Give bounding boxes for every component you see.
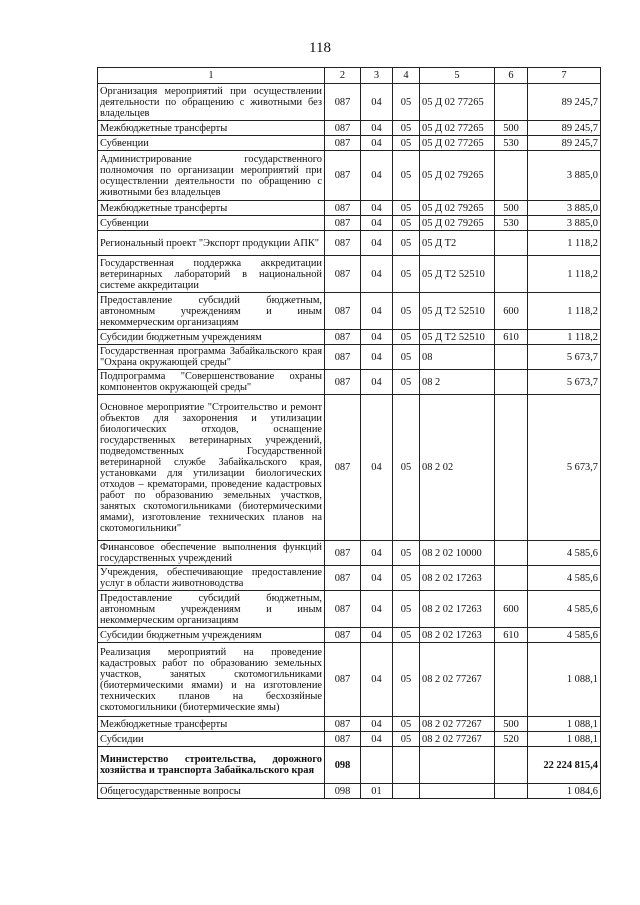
table-row [98,151,601,201]
row-rz-cell: 04 [361,231,393,256]
header-col-7: 7 [528,68,601,84]
row-gr-cell: 087 [325,256,361,293]
table-row [98,216,601,231]
row-name-cell: Министерство строительства, дорожного хозяйства и транспорта Забайкальского края [98,747,325,784]
table-row [98,747,601,784]
row-amount-cell: 89 245,7 [528,84,601,121]
row-gr-cell: 087 [325,231,361,256]
row-csr-cell: 05 Д 02 77265 [420,136,495,151]
row-amount-cell: 1 118,2 [528,231,601,256]
row-rz-cell: 04 [361,591,393,628]
row-rz-cell: 04 [361,151,393,201]
row-vr-cell [495,151,528,201]
row-name-cell: Межбюджетные трансферты [98,121,325,136]
header-row [98,68,601,84]
row-csr-cell: 05 Д 02 77265 [420,121,495,136]
row-name-cell: Государственная программа Забайкальского края "Охрана окружающей среды" [98,345,325,370]
table-row [98,256,601,293]
row-vr-cell [495,566,528,591]
row-vr-cell [495,231,528,256]
row-rz-cell: 04 [361,643,393,717]
row-vr-cell: 600 [495,591,528,628]
row-pr-cell: 05 [393,643,420,717]
row-amount-cell: 89 245,7 [528,136,601,151]
row-gr-cell: 087 [325,628,361,643]
row-csr-cell: 08 2 02 77267 [420,732,495,747]
row-pr-cell: 05 [393,231,420,256]
row-gr-cell: 087 [325,732,361,747]
table-row [98,643,601,717]
row-vr-cell [495,84,528,121]
row-rz-cell: 04 [361,628,393,643]
row-amount-cell: 5 673,7 [528,345,601,370]
row-rz-cell: 04 [361,345,393,370]
row-pr-cell: 05 [393,732,420,747]
row-amount-cell: 3 885,0 [528,151,601,201]
row-amount-cell: 3 885,0 [528,201,601,216]
row-name-cell: Субвенции [98,136,325,151]
row-name-cell: Предоставление субсидий бюджетным, автономным учреждениям и иным некоммерческим организациям [98,591,325,628]
table-row [98,370,601,395]
row-rz-cell: 04 [361,370,393,395]
row-amount-cell: 4 585,6 [528,541,601,566]
row-gr-cell: 087 [325,717,361,732]
row-csr-cell: 05 Д Т2 52510 [420,330,495,345]
row-vr-cell [495,345,528,370]
header-col-3: 3 [361,68,393,84]
budget-table [97,67,601,799]
row-amount-cell: 1 088,1 [528,717,601,732]
row-csr-cell: 05 Д 02 79265 [420,201,495,216]
table-row [98,330,601,345]
row-pr-cell: 05 [393,151,420,201]
table-row [98,784,601,799]
row-gr-cell: 087 [325,370,361,395]
row-pr-cell: 05 [393,84,420,121]
row-pr-cell: 05 [393,591,420,628]
table-row [98,717,601,732]
row-gr-cell: 087 [325,121,361,136]
row-amount-cell: 4 585,6 [528,628,601,643]
row-name-cell: Субсидии бюджетным учреждениям [98,628,325,643]
row-rz-cell: 04 [361,121,393,136]
row-pr-cell: 05 [393,293,420,330]
row-amount-cell: 89 245,7 [528,121,601,136]
header-col-1: 1 [98,68,325,84]
row-vr-cell [495,541,528,566]
table-row [98,628,601,643]
row-rz-cell: 04 [361,216,393,231]
row-csr-cell: 05 Д Т2 52510 [420,293,495,330]
row-gr-cell: 087 [325,84,361,121]
row-amount-cell: 1 088,1 [528,643,601,717]
row-name-cell: Субсидии [98,732,325,747]
row-name-cell: Межбюджетные трансферты [98,201,325,216]
table-row [98,136,601,151]
row-csr-cell: 08 2 [420,370,495,395]
row-csr-cell: 08 2 02 17263 [420,591,495,628]
table-row [98,345,601,370]
row-vr-cell: 530 [495,136,528,151]
header-col-6: 6 [495,68,528,84]
row-vr-cell: 500 [495,717,528,732]
row-rz-cell: 04 [361,717,393,732]
row-pr-cell: 05 [393,345,420,370]
row-vr-cell: 610 [495,628,528,643]
row-pr-cell [393,784,420,799]
row-rz-cell [361,747,393,784]
row-gr-cell: 087 [325,136,361,151]
row-gr-cell: 087 [325,395,361,541]
row-name-cell: Межбюджетные трансферты [98,717,325,732]
row-name-cell: Администрирование государственного полномочия по организации мероприятий при осуществлении деятельности по обращению с животными без владельцев [98,151,325,201]
row-name-cell: Подпрограмма "Совершенствование охраны компонентов окружающей среды" [98,370,325,395]
row-vr-cell: 530 [495,216,528,231]
row-vr-cell [495,395,528,541]
row-amount-cell: 5 673,7 [528,370,601,395]
row-name-cell: Основное мероприятие "Строительство и ремонт объектов для захоронения и утилизации биологических отходов, оснащение государственных ветеринарных учреждений, подведомственных Государственной ветеринарной службе Забайкальского края, установками для утилизации биологических отходов – крематорами, проведение кадастровых работ по образованию земельных участков, занятых скотомогильниками (биотермическими ямами), изготовление технических планов на скотомогильники" [98,395,325,541]
table-row [98,201,601,216]
row-gr-cell: 087 [325,345,361,370]
row-name-cell: Региональный проект "Экспорт продукции АПК" [98,231,325,256]
row-vr-cell: 500 [495,121,528,136]
row-pr-cell [393,747,420,784]
row-csr-cell: 08 2 02 [420,395,495,541]
row-pr-cell: 05 [393,717,420,732]
row-csr-cell: 05 Д 02 77265 [420,84,495,121]
row-rz-cell: 04 [361,732,393,747]
row-gr-cell: 087 [325,541,361,566]
page-number: 118 [309,40,331,56]
row-csr-cell: 08 2 02 17263 [420,628,495,643]
row-name-cell: Организация мероприятий при осуществлении деятельности по обращению с животными без владельцев [98,84,325,121]
row-amount-cell: 4 585,6 [528,566,601,591]
row-rz-cell: 04 [361,541,393,566]
row-rz-cell: 04 [361,395,393,541]
row-csr-cell: 05 Д 02 79265 [420,151,495,201]
row-csr-cell [420,784,495,799]
row-rz-cell: 04 [361,293,393,330]
header-col-5: 5 [420,68,495,84]
row-csr-cell: 05 Д Т2 52510 [420,256,495,293]
row-vr-cell: 610 [495,330,528,345]
row-amount-cell: 5 673,7 [528,395,601,541]
row-csr-cell: 08 2 02 77267 [420,717,495,732]
table-row [98,231,601,256]
table-body [98,84,601,799]
row-gr-cell: 087 [325,330,361,345]
row-pr-cell: 05 [393,256,420,293]
row-gr-cell: 087 [325,566,361,591]
row-gr-cell: 098 [325,747,361,784]
row-rz-cell: 04 [361,256,393,293]
row-name-cell: Общегосударственные вопросы [98,784,325,799]
row-amount-cell: 22 224 815,4 [528,747,601,784]
row-vr-cell: 520 [495,732,528,747]
row-pr-cell: 05 [393,541,420,566]
row-pr-cell: 05 [393,201,420,216]
row-name-cell: Предоставление субсидий бюджетным, автономным учреждениям и иным некоммерческим организациям [98,293,325,330]
row-csr-cell: 08 [420,345,495,370]
row-gr-cell: 087 [325,643,361,717]
row-csr-cell: 08 2 02 77267 [420,643,495,717]
table-row [98,84,601,121]
row-vr-cell [495,256,528,293]
row-rz-cell: 04 [361,330,393,345]
row-vr-cell: 500 [495,201,528,216]
row-vr-cell [495,747,528,784]
row-amount-cell: 1 118,2 [528,293,601,330]
row-amount-cell: 1 118,2 [528,330,601,345]
row-csr-cell: 08 2 02 10000 [420,541,495,566]
row-name-cell: Реализация мероприятий на проведение кадастровых работ по образованию земельных участков, занятых скотомогильниками (биотермическими ямами) и на изготовление технических планов на бесхозяйные скотомогильники (биотермические ямы) [98,643,325,717]
row-name-cell: Субсидии бюджетным учреждениям [98,330,325,345]
row-pr-cell: 05 [393,330,420,345]
row-rz-cell: 04 [361,136,393,151]
row-vr-cell [495,370,528,395]
table-row [98,541,601,566]
row-rz-cell: 04 [361,566,393,591]
row-gr-cell: 098 [325,784,361,799]
row-pr-cell: 05 [393,121,420,136]
table-row [98,732,601,747]
row-pr-cell: 05 [393,395,420,541]
row-pr-cell: 05 [393,370,420,395]
row-gr-cell: 087 [325,591,361,628]
row-amount-cell: 1 118,2 [528,256,601,293]
row-amount-cell: 1 088,1 [528,732,601,747]
row-pr-cell: 05 [393,216,420,231]
table-row [98,566,601,591]
row-name-cell: Финансовое обеспечение выполнения функций государственных учреждений [98,541,325,566]
row-name-cell: Учреждения, обеспечивающие предоставление услуг в области животноводства [98,566,325,591]
header-col-4: 4 [393,68,420,84]
row-vr-cell [495,643,528,717]
row-vr-cell [495,784,528,799]
row-gr-cell: 087 [325,216,361,231]
row-amount-cell: 1 084,6 [528,784,601,799]
row-name-cell: Субвенции [98,216,325,231]
row-csr-cell [420,747,495,784]
table-row [98,121,601,136]
row-vr-cell: 600 [495,293,528,330]
row-csr-cell: 08 2 02 17263 [420,566,495,591]
row-gr-cell: 087 [325,201,361,216]
row-gr-cell: 087 [325,151,361,201]
row-gr-cell: 087 [325,293,361,330]
table-row [98,395,601,541]
table-row [98,293,601,330]
row-csr-cell: 05 Д Т2 [420,231,495,256]
row-rz-cell: 04 [361,201,393,216]
row-csr-cell: 05 Д 02 79265 [420,216,495,231]
row-pr-cell: 05 [393,136,420,151]
row-amount-cell: 3 885,0 [528,216,601,231]
row-pr-cell: 05 [393,628,420,643]
row-rz-cell: 04 [361,84,393,121]
row-pr-cell: 05 [393,566,420,591]
row-name-cell: Государственная поддержка аккредитации ветеринарных лабораторий в национальной системе аккредитации [98,256,325,293]
header-col-2: 2 [325,68,361,84]
table-row [98,591,601,628]
row-amount-cell: 4 585,6 [528,591,601,628]
row-rz-cell: 01 [361,784,393,799]
